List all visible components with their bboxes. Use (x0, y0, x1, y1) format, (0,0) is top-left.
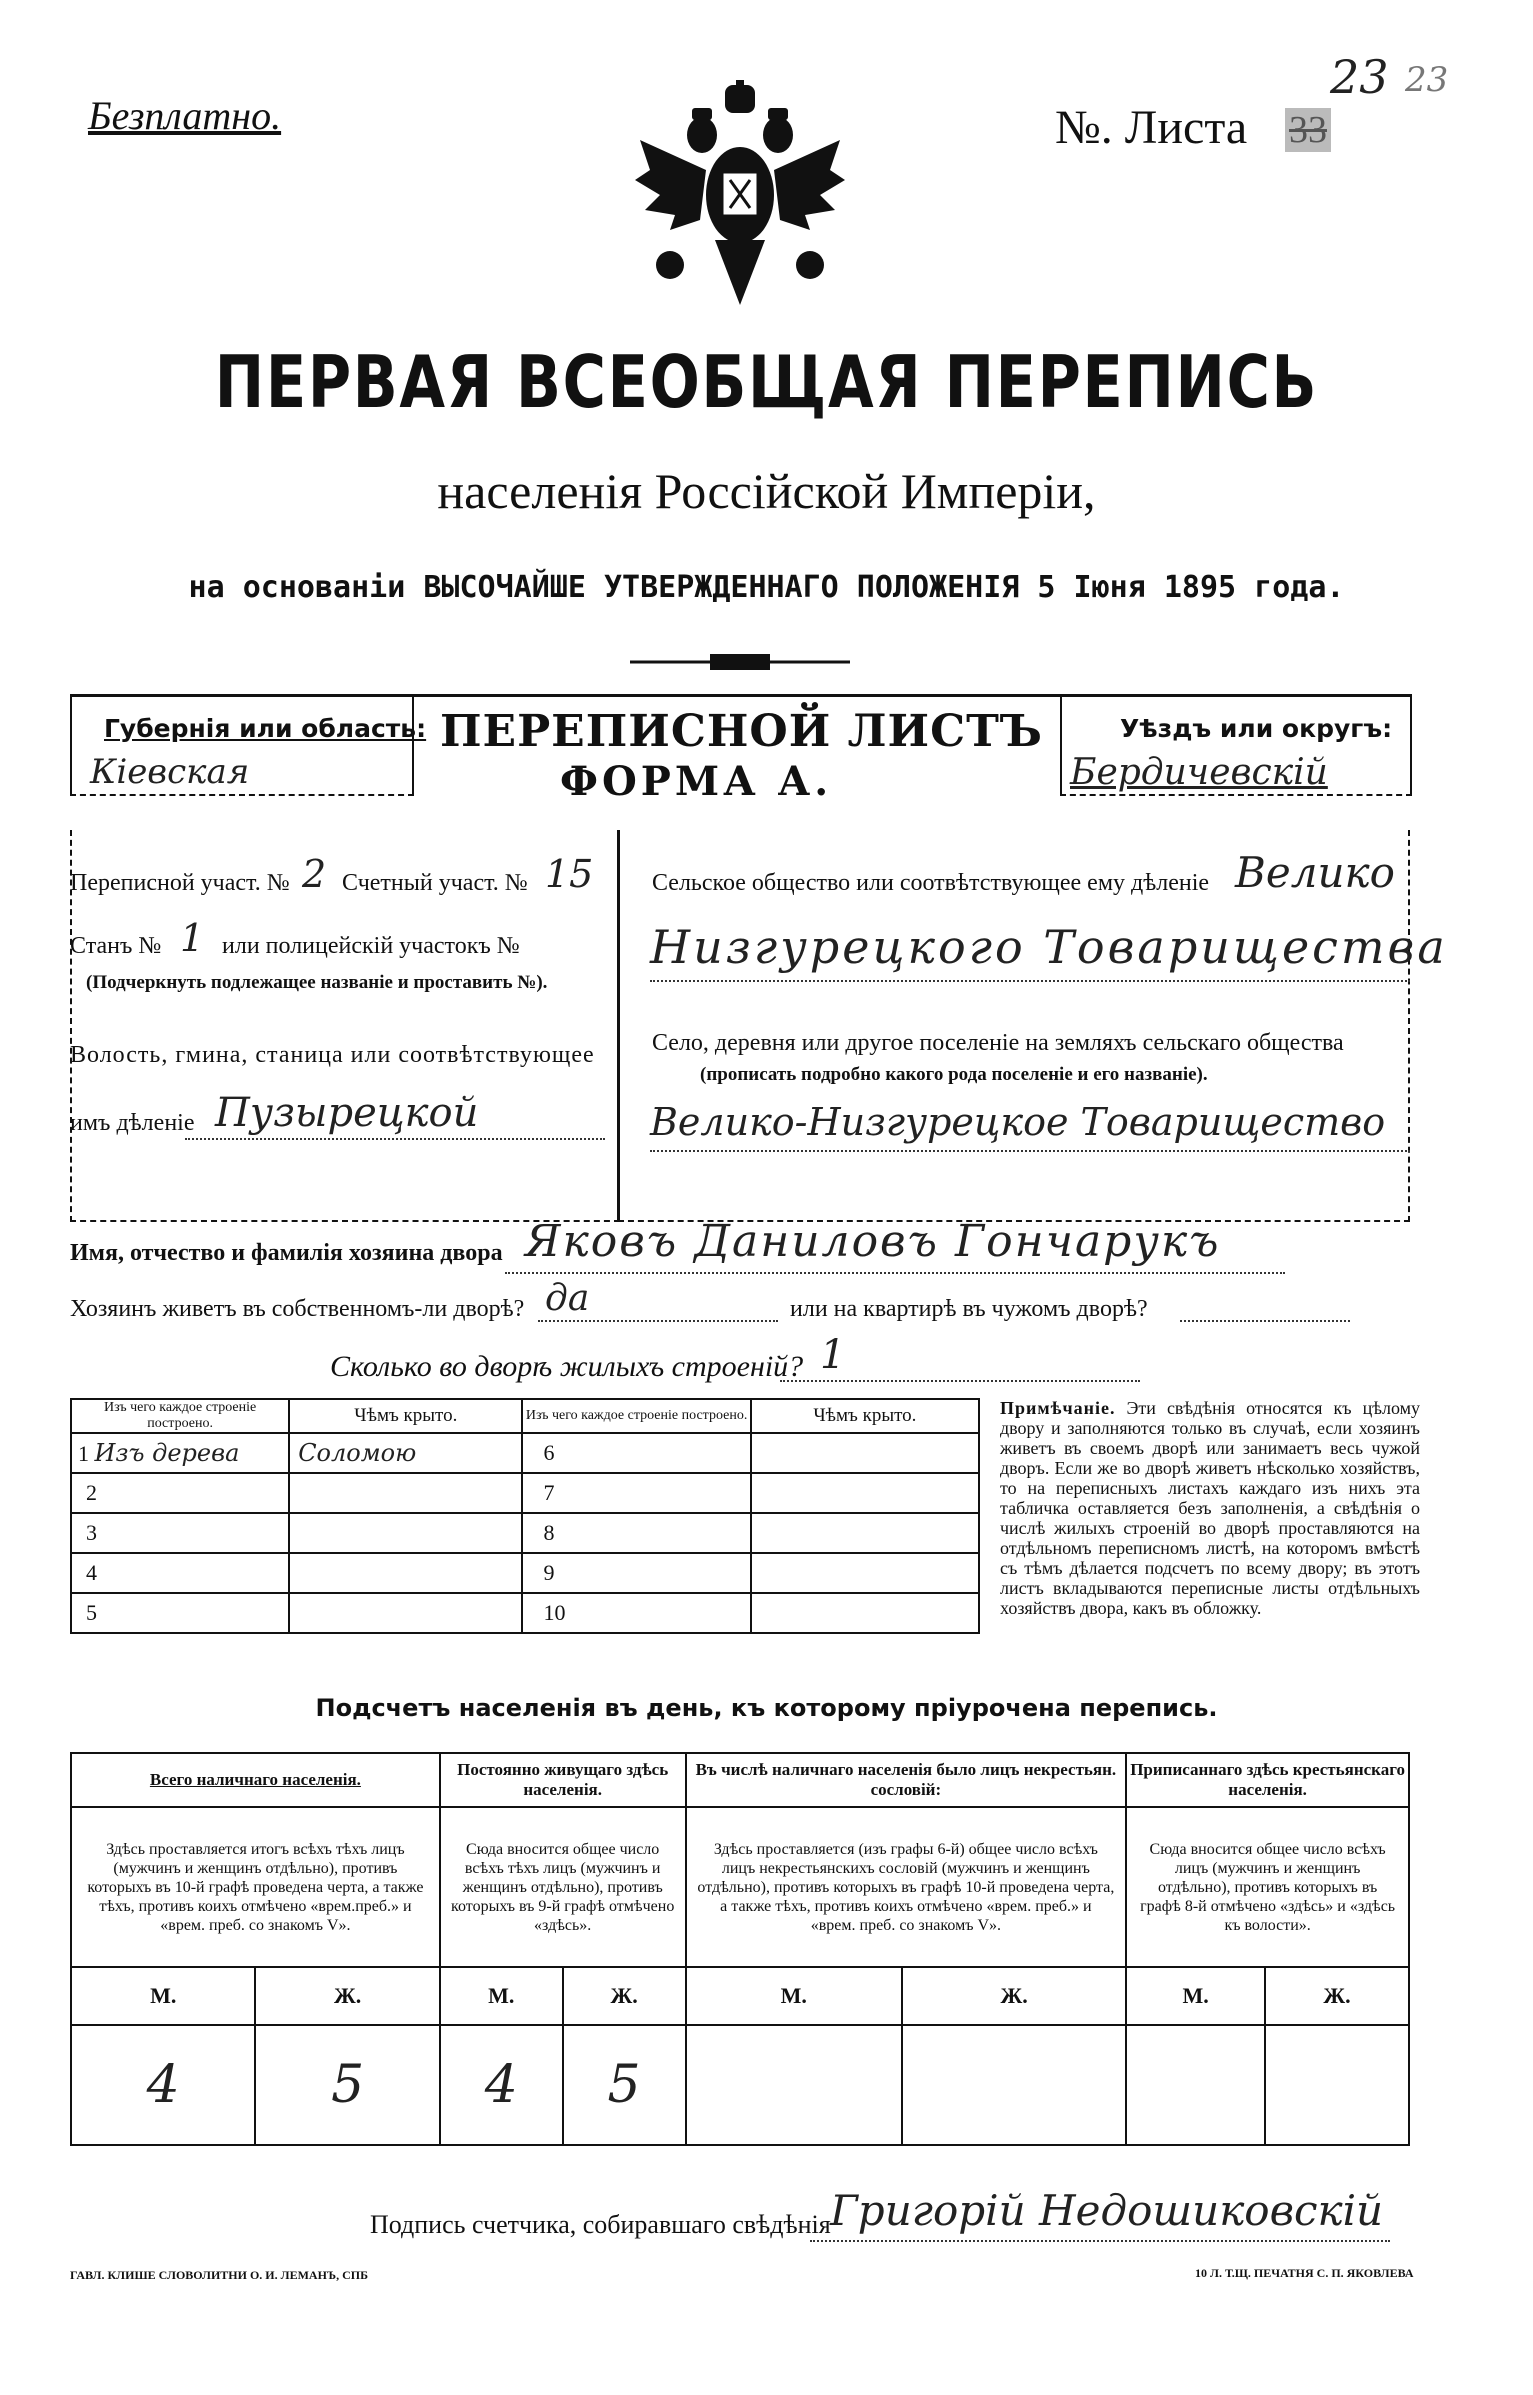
pop-col-1-title: Всего наличнаго населенія. (71, 1753, 440, 1807)
bt-cell: 7 (522, 1473, 750, 1513)
owner-label: Имя, отчество и фамилія хозяина двора (70, 1240, 503, 1266)
bt-cell: 3 (71, 1513, 289, 1553)
bt-cell: Соломою (289, 1433, 522, 1473)
bt-cell (289, 1473, 522, 1513)
buildings-table (70, 1398, 980, 1634)
village-value: Велико-Низгурецкое Товарищество (650, 1100, 1386, 1144)
buildings-value-line (780, 1380, 1140, 1382)
society-value-line (650, 980, 1410, 982)
main-title: ПЕРВАЯ ВСЕОБЩАЯ ПЕРЕПИСЬ (214, 340, 1319, 424)
village-label: Село, деревня или другое поселеніе на земляхъ сельскаго общества (652, 1030, 1344, 1056)
pop-col-1-f-label: Ж. (255, 1967, 439, 2025)
footer-left: ГАВЛ. КЛИШЕ СЛОВОЛИТНИ О. И. ЛЕМАНЪ, СПБ (70, 2268, 369, 2282)
pop-col-2-m-label: М. (440, 1967, 563, 2025)
signature-label: Подпись счетчика, собиравшаго свѣдѣнія (370, 2210, 831, 2239)
double-headed-eagle-emblem (630, 80, 850, 310)
footer-right: 10 Л. Т.Щ. ПЕЧАТНЯ С. П. ЯКОВЛЕВА (1195, 2266, 1414, 2280)
bt-cell (289, 1553, 522, 1593)
village-value-line (650, 1150, 1410, 1152)
sheet-number-value: 23 (1330, 50, 1389, 104)
volost-value-line (185, 1138, 605, 1140)
rent-label: или на квартирѣ въ чужомъ дворѣ? (790, 1296, 1148, 1322)
pop-col-4-desc: Сюда вносится общее число всѣхъ лицъ (мужчинъ и женщинъ отдѣльно), противъ которыхъ въ графѣ 8-й отмѣчено «здѣсь» и «здѣсь къ волости». (1126, 1807, 1409, 1967)
count-district-label: Счетный участ. № (342, 870, 528, 896)
pop-col-4-m-label: М. (1126, 1967, 1265, 2025)
pop-col-2-m-value: 4 (440, 2025, 563, 2145)
pop-col-3-title: Въ числѣ наличнаго населенія было лицъ некрестьян. сословій: (686, 1753, 1127, 1807)
form-title: ПЕРЕПИСНОЙ ЛИСТЪ (440, 706, 1043, 757)
bt-cell (289, 1513, 522, 1553)
buildings-label: Сколько во дворѣ жилыхъ строеній? (330, 1350, 804, 1383)
buildings-value: 1 (820, 1332, 846, 1378)
bt-cell (751, 1433, 979, 1473)
sheet-number-corner: 23 (1405, 60, 1449, 100)
bt-cell: 4 (71, 1553, 289, 1593)
bt-cell: 6 (522, 1433, 750, 1473)
owner-value: Яковъ Даниловъ Гончарукъ (525, 1216, 1221, 1267)
pop-col-3-m-value (686, 2025, 902, 2145)
count-district-value: 15 (545, 852, 594, 896)
stan-value: 1 (180, 916, 205, 960)
bt-cell: 5 (71, 1593, 289, 1633)
society-value-2: Низгурецкого Товарищества (650, 920, 1448, 974)
buildings-note-head: Примѣчаніе. (1000, 1398, 1116, 1418)
table-row (71, 1473, 979, 1513)
bt-cell: 2 (71, 1473, 289, 1513)
population-table (70, 1752, 1410, 2146)
table-row (71, 1553, 979, 1593)
pop-col-4-m-value (1126, 2025, 1265, 2145)
census-district-label: Переписной участ. № (70, 870, 290, 896)
pop-col-4-title: Приписаннаго здѣсь крестьянскаго населенія. (1126, 1753, 1409, 1807)
pop-col-1-desc: Здѣсь проставляется итогъ всѣхъ тѣхъ лицъ (мужчинъ и женщинъ отдѣльно), противъ которыхъ въ 10-й графѣ проведена черта, а также тѣхъ, противъ коихъ отмѣчено «врем.преб.» и «врем. преб. со знакомъ V». (71, 1807, 440, 1967)
signature-value: Григорій Недошиковскій (830, 2186, 1384, 2235)
form-subtitle: ФОРМА А. (560, 758, 833, 805)
pop-col-3-desc: Здѣсь проставляется (изъ графы 6-й) общее число всѣхъ лицъ некрестьянскихъ сословій (мужчинъ и женщинъ отдѣльно), противъ которыхъ въ графѣ 10-й проведена черта, а также тѣхъ, противъ коихъ отмѣчено «врем. преб.» и «врем. преб. со знакомъ V». (686, 1807, 1127, 1967)
population-heading: Подсчетъ населенія въ день, къ которому пріурочена перепись. (315, 1694, 1218, 1722)
lives-label: Хозяинъ живетъ въ собственномъ-ли дворѣ? (70, 1296, 525, 1322)
pop-col-1-m-label: М. (71, 1967, 255, 2025)
society-label: Сельское общество или соотвѣтствующее ему дѣленіе (652, 870, 1210, 896)
society-value-1: Велико (1235, 848, 1395, 897)
bt-head-roof-right: Чѣмъ крыто. (751, 1399, 979, 1433)
volost-label-2: имъ дѣленіе (70, 1110, 195, 1136)
village-note: (прописать подробно какого рода поселеніе и его названіе). (700, 1064, 1208, 1085)
sheet-number-label: №. Листа (1055, 101, 1248, 154)
signature-line (810, 2240, 1390, 2242)
volost-value: Пузырецкой (215, 1090, 479, 1136)
province-value: Кіевская (90, 752, 250, 792)
pop-col-1-f-value: 5 (255, 2025, 439, 2145)
bt-head-material-right: Изъ чего каждое строеніе построено. (522, 1399, 750, 1433)
district-value: Бердичевскій (1070, 752, 1328, 793)
lives-value: да (545, 1278, 590, 1319)
rent-value-line (1180, 1320, 1350, 1322)
pop-col-2-desc: Сюда вносится общее число всѣхъ тѣхъ лицъ (мужчинъ и женщинъ отдѣльно), противъ которыхъ въ 9-й графѣ отмѣчено «здѣсь». (440, 1807, 686, 1967)
bt-cell: 1 Изъ дерева (71, 1433, 289, 1473)
bt-cell: 9 (522, 1553, 750, 1593)
bt-cell (751, 1553, 979, 1593)
pop-col-3-m-label: М. (686, 1967, 902, 2025)
table-row (71, 1593, 979, 1633)
bt-cell (751, 1593, 979, 1633)
bt-head-material-left: Изъ чего каждое строеніе построено. (71, 1399, 289, 1433)
volost-label: Волость, гмина, станица или соотвѣтствующее (70, 1042, 595, 1068)
pop-col-4-f-label: Ж. (1265, 1967, 1409, 2025)
free-label: Безплатно. (88, 93, 282, 138)
police-label: или полицейскій участокъ № (222, 933, 520, 959)
lives-value-line (538, 1320, 778, 1322)
pop-col-4-f-value (1265, 2025, 1409, 2145)
buildings-note-text: Эти свѣдѣнія относятся къ цѣлому двору и заполняются только въ случаѣ, если хозяинъ живетъ въ своемъ дворѣ или занимаетъ весь чужой дворъ. Если же во дворѣ живетъ нѣсколько хозяйствъ, то на переписныхъ листахъ каждаго изъ нихъ эта табличка оставляется безъ заполненія, а свѣдѣнія о числѣ жилыхъ строеній во дворѣ проставляются на отдѣльномъ переписномъ листѣ, на которомъ вмѣстѣ съ тѣмъ дѣлается подсчетъ по всему двору; въ этотъ листъ вкладываются переписные листы отдѣльныхъ хозяйствъ двора, какъ въ обложку. (1000, 1398, 1421, 1618)
pop-col-2-f-label: Ж. (563, 1967, 686, 2025)
table-row (71, 1513, 979, 1553)
district-label: Уѣздъ или округъ: (1120, 714, 1393, 743)
basis-line: на основаніи ВЫСОЧАЙШЕ УТВЕРЖДЕННАГО ПОЛОЖЕНІЯ 5 Іюня 1895 года. (188, 570, 1345, 605)
pop-col-2-f-value: 5 (563, 2025, 686, 2145)
pop-col-1-m-value: 4 (71, 2025, 255, 2145)
bt-cell (751, 1513, 979, 1553)
bt-cell: 10 (522, 1593, 750, 1633)
ornament-divider (630, 652, 850, 672)
province-label: Губернія или область: (104, 714, 427, 743)
table-row (71, 1433, 979, 1473)
pop-col-3-f-label: Ж. (902, 1967, 1126, 2025)
bt-cell (751, 1473, 979, 1513)
underline-note: (Подчеркнуть подлежащее названіе и проставить №). (86, 972, 548, 993)
owner-value-line (505, 1272, 1285, 1274)
census-district-value: 2 (302, 852, 327, 896)
stan-label: Станъ № (70, 933, 162, 959)
bt-head-roof-left: Чѣмъ крыто. (289, 1399, 522, 1433)
sub-title: населенія Россійской Имперіи, (437, 463, 1096, 519)
sheet-number-struck: 33 (1285, 108, 1331, 152)
pop-col-3-f-value (902, 2025, 1126, 2145)
pop-col-2-title: Постоянно живущаго здѣсь населенія. (440, 1753, 686, 1807)
buildings-note (1000, 1398, 1420, 1618)
bt-cell (289, 1593, 522, 1633)
bt-cell: 8 (522, 1513, 750, 1553)
